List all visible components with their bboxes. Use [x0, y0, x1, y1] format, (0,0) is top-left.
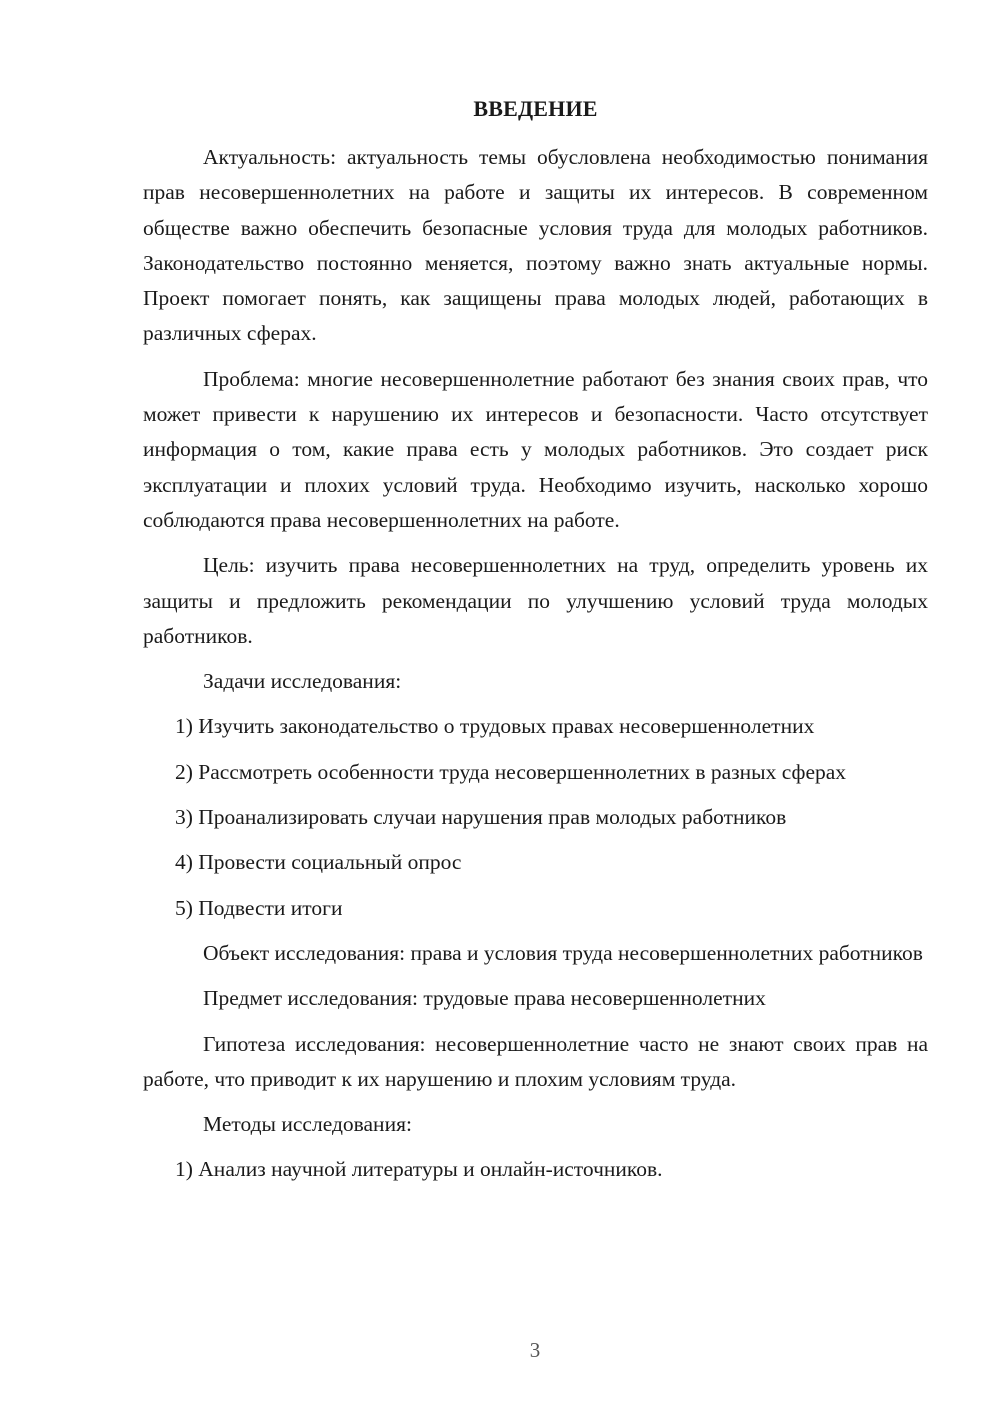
relevance-paragraph: Актуальность: актуальность темы обусловлена необходимостью понимания прав несовершеннолетних на работе и защиты их интересов. В современном обществе важно обеспечить безопасные условия труда для молодых работников. Законодательство постоянно меняется, поэтому важно знать актуальные нормы. Проект помогает понять, как защищены права молодых людей, работающих в различных сферах. — [143, 145, 928, 346]
section-title: ВВЕДЕНИЕ — [473, 96, 598, 121]
task-item-1: 1) Изучить законодательство о трудовых правах несовершеннолетних — [175, 714, 815, 739]
task-item-5: 5) Подвести итоги — [175, 895, 343, 920]
hypothesis-paragraph: Гипотеза исследования: несовершеннолетние часто не знают своих прав на работе, что приводит к их нарушению и плохим условиям труда. — [143, 1031, 928, 1091]
problem-paragraph: Проблема: многие несовершеннолетние работают без знания своих прав, что может привести к нарушению их интересов и безопасности. Часто отсутствует информация о том, какие права есть у молодых работников. Это создает риск эксплуатации и плохих условий труда. Необходимо изучить, насколько хорошо соблюдаются права несовершеннолетних на работе. — [143, 366, 928, 532]
subject-paragraph: Предмет исследования: трудовые права несовершеннолетних — [203, 986, 766, 1011]
page-number: 3 — [529, 1338, 541, 1362]
goal-paragraph: Цель: изучить права несовершеннолетних на труд, определить уровень их защиты и предложить рекомендации по улучшению условий труда молодых работников. — [143, 553, 928, 648]
tasks-heading: Задачи исследования: — [203, 669, 402, 694]
method-item-1: 1) Анализ научной литературы и онлайн-источников. — [175, 1157, 663, 1182]
task-item-4: 4) Провести социальный опрос — [175, 850, 462, 875]
object-paragraph: Объект исследования: права и условия труда несовершеннолетних работников — [203, 940, 923, 965]
methods-heading: Методы исследования: — [203, 1112, 412, 1137]
task-item-2: 2) Рассмотреть особенности труда несовершеннолетних в разных сферах — [175, 759, 847, 784]
task-item-3: 3) Проанализировать случаи нарушения прав молодых работников — [175, 805, 787, 830]
document-page — [143, 92, 928, 1188]
